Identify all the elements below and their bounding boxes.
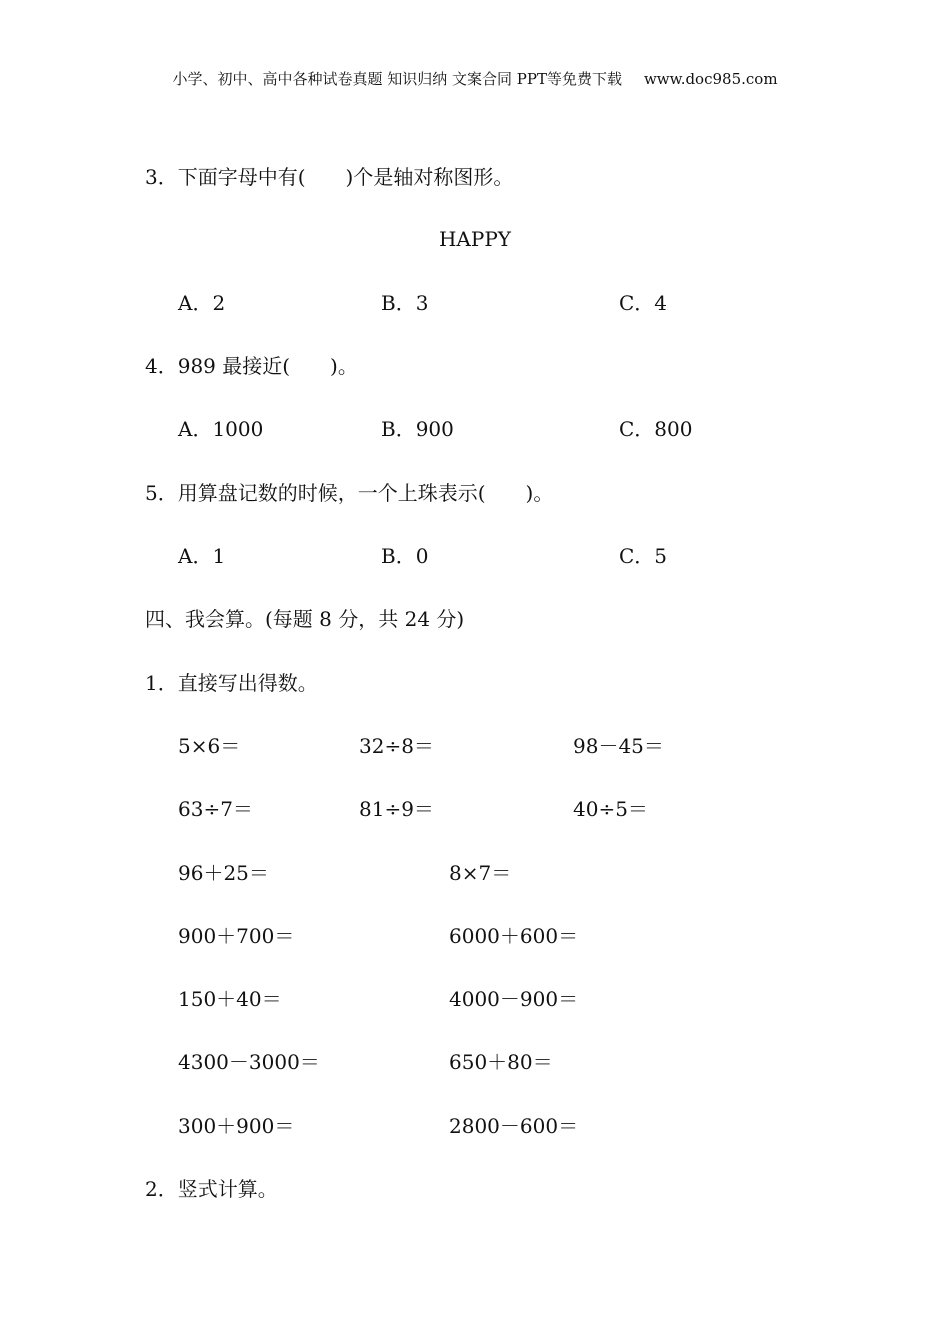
section4-title: 四、我会算。(每题 8 分，共 24 分)	[145, 607, 465, 631]
q5-stem: 5．用算盘记数的时候，一个上珠表示( )。	[145, 481, 554, 505]
calc-item: 4000－900＝	[449, 987, 579, 1011]
calc-item: 98－45＝	[573, 734, 664, 758]
q5-option-c: C．5	[619, 544, 668, 568]
q4-stem: 4．989 最接近( )。	[145, 354, 358, 378]
calc-item: 650＋80＝	[449, 1050, 553, 1074]
q5-option-a: A．1	[178, 544, 226, 568]
calc-item: 2800－600＝	[449, 1114, 579, 1138]
calc-item: 32÷8＝	[359, 734, 434, 758]
calc-item: 96＋25＝	[178, 861, 269, 885]
q5-option-b: B．0	[381, 544, 429, 568]
calc-item: 300＋900＝	[178, 1114, 295, 1138]
calc-item: 6000＋600＝	[449, 924, 579, 948]
calc-item: 81÷9＝	[359, 797, 434, 821]
header-text: 小学、初中、高中各种试卷真题 知识归纳 文案合同 PPT等免费下载	[172, 70, 622, 88]
part1-title: 1．直接写出得数。	[145, 671, 318, 695]
q3-option-c: C．4	[619, 291, 668, 315]
q3-option-b: B．3	[381, 291, 429, 315]
calc-item: 150＋40＝	[178, 987, 282, 1011]
calc-item: 5×6＝	[178, 734, 241, 758]
part2-title: 2．竖式计算。	[145, 1177, 278, 1201]
calc-item: 900＋700＝	[178, 924, 295, 948]
calc-item: 4300－3000＝	[178, 1050, 320, 1074]
q3-word: HAPPY	[438, 227, 511, 251]
q3-option-a: A．2	[178, 291, 226, 315]
q4-option-b: B．900	[381, 417, 454, 441]
calc-item: 63÷7＝	[178, 797, 253, 821]
header-site[interactable]: www.doc985.com	[643, 70, 778, 88]
page-header	[0, 68, 950, 89]
q4-option-c: C．800	[619, 417, 693, 441]
q3-stem: 3．下面字母中有( )个是轴对称图形。	[145, 165, 514, 189]
calc-item: 8×7＝	[449, 861, 512, 885]
calc-item: 40÷5＝	[573, 797, 648, 821]
q4-option-a: A．1000	[178, 417, 264, 441]
